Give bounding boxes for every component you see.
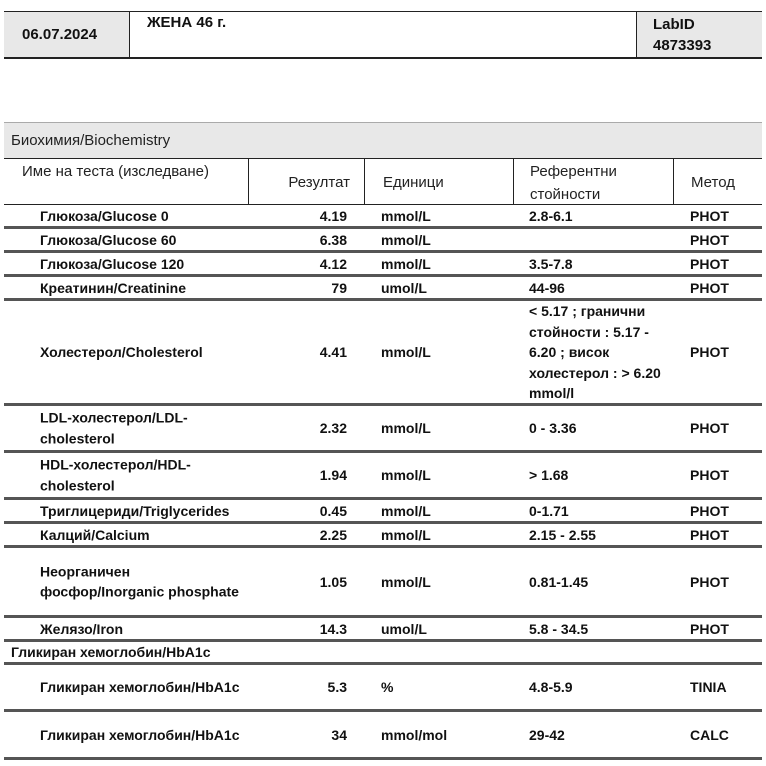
table-row: [4, 406, 762, 453]
test-name: Неорганичен фосфор/Inorganic phosphate: [40, 563, 239, 600]
lab-id: [636, 12, 762, 57]
test-name: Глюкоза/Glucose 120: [40, 255, 185, 272]
table-row: [4, 524, 762, 548]
method: PHOT: [690, 466, 729, 483]
col-name: Име на теста (изследване): [22, 163, 210, 180]
reference-range: 5.8 - 34.5: [529, 620, 589, 637]
units: mmol/mol: [381, 726, 448, 743]
result-value: 14.3: [319, 620, 347, 637]
units: mmol/L: [381, 255, 431, 272]
method: PHOT: [690, 231, 729, 248]
section-title: Биохимия/Biochemistry: [4, 122, 762, 158]
patient-info: ЖЕНА 46 г.: [147, 14, 227, 31]
result-value: 0.45: [319, 502, 347, 519]
test-name: Триглицериди/Triglycerides: [40, 502, 230, 519]
report-header: [4, 11, 762, 59]
col-method: Метод: [673, 159, 762, 205]
test-name: Глюкоза/Glucose 60: [40, 231, 177, 248]
units: mmol/L: [381, 231, 431, 248]
col-result: Резултат: [248, 159, 364, 205]
method: PHOT: [690, 255, 729, 272]
result-value: 4.19: [319, 207, 347, 224]
reference-range: 2.8-6.1: [529, 207, 573, 224]
test-name: Гликиран хемоглобин/HbA1c: [40, 726, 240, 743]
test-name: HDL-холестерол/HDL-cholesterol: [40, 456, 191, 493]
lab-id-value: 4873393: [653, 37, 712, 54]
table-row: [4, 301, 762, 406]
method: TINIA: [690, 678, 727, 695]
col-reference: Референтни стойности: [513, 159, 673, 205]
table-row: [4, 205, 762, 229]
column-headers: [4, 158, 762, 205]
method: PHOT: [690, 620, 729, 637]
result-value: 4.12: [319, 255, 347, 272]
table-row: [4, 665, 762, 712]
reference-range: 2.15 - 2.55: [529, 526, 596, 543]
table-row: [4, 712, 762, 760]
test-name: Желязо/Iron: [40, 620, 123, 637]
lab-id-label: LabID: [653, 16, 695, 33]
reference-range: > 1.68: [529, 466, 569, 483]
method: PHOT: [690, 573, 729, 590]
result-value: 1.05: [319, 573, 347, 590]
test-name: Гликиран хемоглобин/HbA1c: [40, 678, 240, 695]
method: PHOT: [690, 279, 729, 296]
method: PHOT: [690, 343, 729, 360]
test-name: Калций/Calcium: [40, 526, 150, 543]
reference-range: 4.8-5.9: [529, 678, 573, 695]
table-row: [4, 453, 762, 500]
table-row: [4, 253, 762, 277]
units: mmol/L: [381, 573, 431, 590]
units: mmol/L: [381, 343, 431, 360]
method: CALC: [690, 726, 729, 743]
units: mmol/L: [381, 466, 431, 483]
method: PHOT: [690, 502, 729, 519]
result-value: 6.38: [319, 231, 347, 248]
test-name: Креатинин/Creatinine: [40, 279, 187, 296]
table-row: [4, 548, 762, 618]
units: %: [381, 678, 394, 695]
method: PHOT: [690, 419, 729, 436]
reference-range: < 5.17 ; гранични стойности : 5.17 - 6.20 ; висок холестерол : > 6.20 mmol/l: [529, 302, 661, 401]
table-row: [4, 618, 762, 642]
method: PHOT: [690, 207, 729, 224]
units: umol/L: [381, 620, 427, 637]
units: mmol/L: [381, 419, 431, 436]
units: umol/L: [381, 279, 427, 296]
table-row: [4, 500, 762, 524]
units: mmol/L: [381, 526, 431, 543]
result-value: 79: [331, 279, 347, 296]
reference-range: 44-96: [529, 279, 565, 296]
method: PHOT: [690, 526, 729, 543]
group-header: [4, 642, 762, 665]
reference-range: 0-1.71: [529, 502, 569, 519]
col-units: Единици: [364, 159, 513, 205]
reference-range: 3.5-7.8: [529, 255, 573, 272]
result-value: 34: [331, 726, 347, 743]
result-value: 1.94: [319, 466, 347, 483]
units: mmol/L: [381, 207, 431, 224]
group-title: Гликиран хемоглобин/HbA1c: [11, 644, 211, 660]
result-value: 2.32: [319, 419, 347, 436]
report-date: 06.07.2024: [4, 12, 130, 57]
test-name: LDL-холестерол/LDL-cholesterol: [40, 409, 188, 446]
table-row: [4, 277, 762, 301]
test-name: Холестерол/Cholesterol: [40, 343, 203, 360]
test-name: Глюкоза/Glucose 0: [40, 207, 169, 224]
result-value: 2.25: [319, 526, 347, 543]
reference-range: 0 - 3.36: [529, 419, 577, 436]
table-row: [4, 229, 762, 253]
units: mmol/L: [381, 502, 431, 519]
result-value: 5.3: [327, 678, 347, 695]
reference-range: 29-42: [529, 726, 565, 743]
results-table: [4, 205, 762, 760]
reference-range: 0.81-1.45: [529, 573, 589, 590]
result-value: 4.41: [319, 343, 347, 360]
